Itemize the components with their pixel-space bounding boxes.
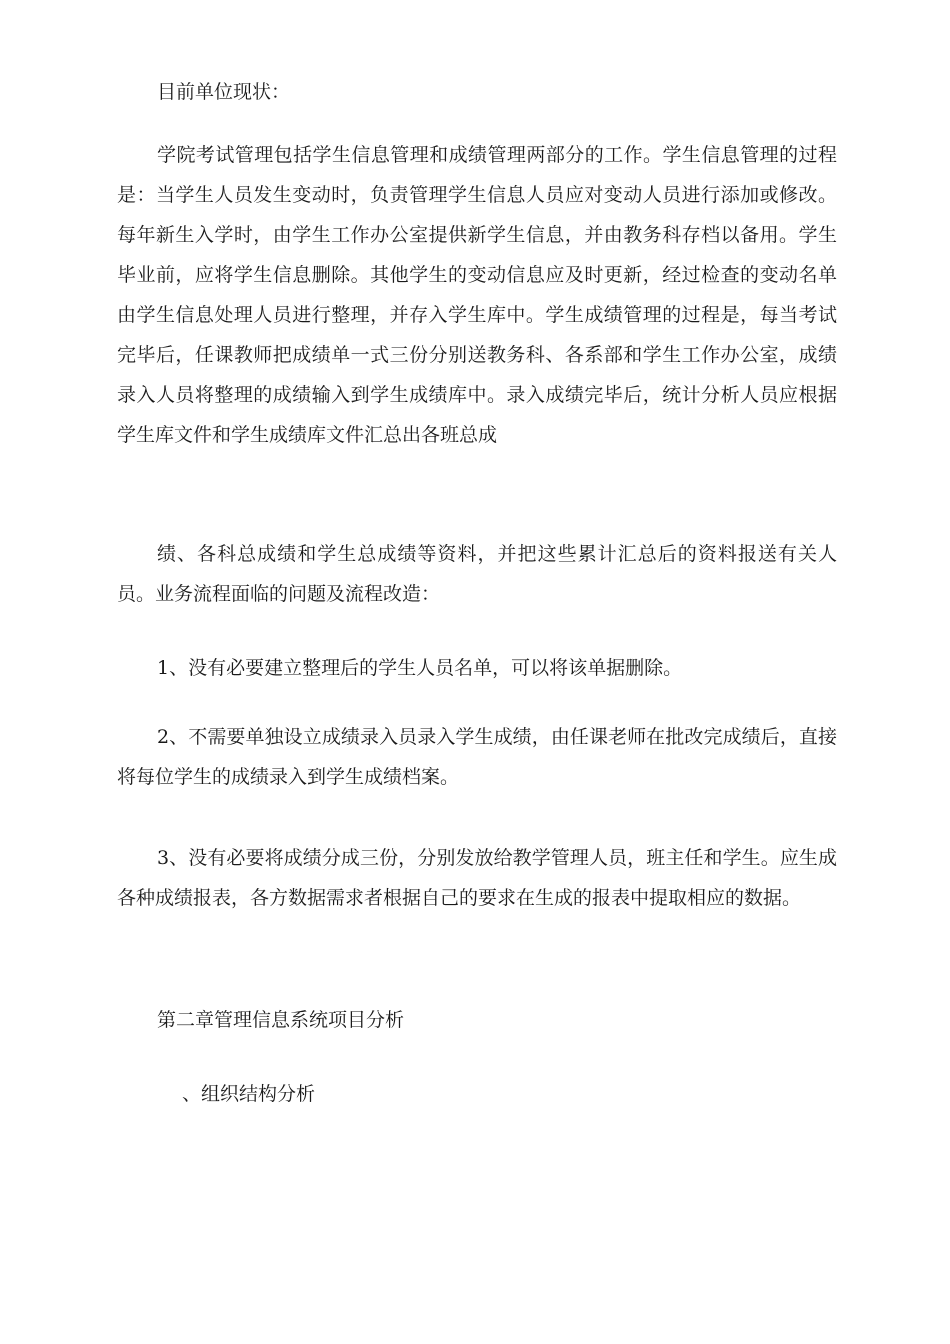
list-item-1: 1、没有必要建立整理后的学生人员名单，可以将该单据删除。 <box>157 657 683 679</box>
intro-paragraph: 学院考试管理包括学生信息管理和成绩管理两部分的工作。学生信息管理的过程是：当学生人员发生变动时，负责管理学生信息人员应对变动人员进行添加或修改。每年新生入学时，由学生工作办公室提供新学生信息，并由教务科存档以备用。学生毕业前，应将学生信息删除。其他学生的变动信息应及时更新，经过检查的变动名单由学生信息处理人员进行整理，并存入学生库中。学生成绩管理的过程是，每当考试完毕后，任课教师把成绩单一式三份分别送教务科、各系部和学生工作办公室，成绩录入人员将整理的成绩输入到学生成绩库中。录入成绩完毕后，统计分析人员应根据学生库文件和学生成绩库文件汇总出各班总成 <box>117 144 837 446</box>
section-heading: 、组织结构分析 <box>182 1083 316 1105</box>
chapter-heading: 第二章管理信息系统项目分析 <box>157 1009 405 1031</box>
continued-paragraph: 绩、各科总成绩和学生总成绩等资料，并把这些累计汇总后的资料报送有关人员。业务流程面临的问题及流程改造： <box>117 543 837 605</box>
list-item-2: 2、不需要单独设立成绩录入员录入学生成绩，由任课老师在批改完成绩后，直接将每位学生的成绩录入到学生成绩档案。 <box>117 726 837 788</box>
list-item-3: 3、没有必要将成绩分成三份，分别发放给教学管理人员，班主任和学生。应生成各种成绩报表，各方数据需求者根据自己的要求在生成的报表中提取相应的数据。 <box>117 847 837 909</box>
status-heading: 目前单位现状： <box>157 81 291 103</box>
